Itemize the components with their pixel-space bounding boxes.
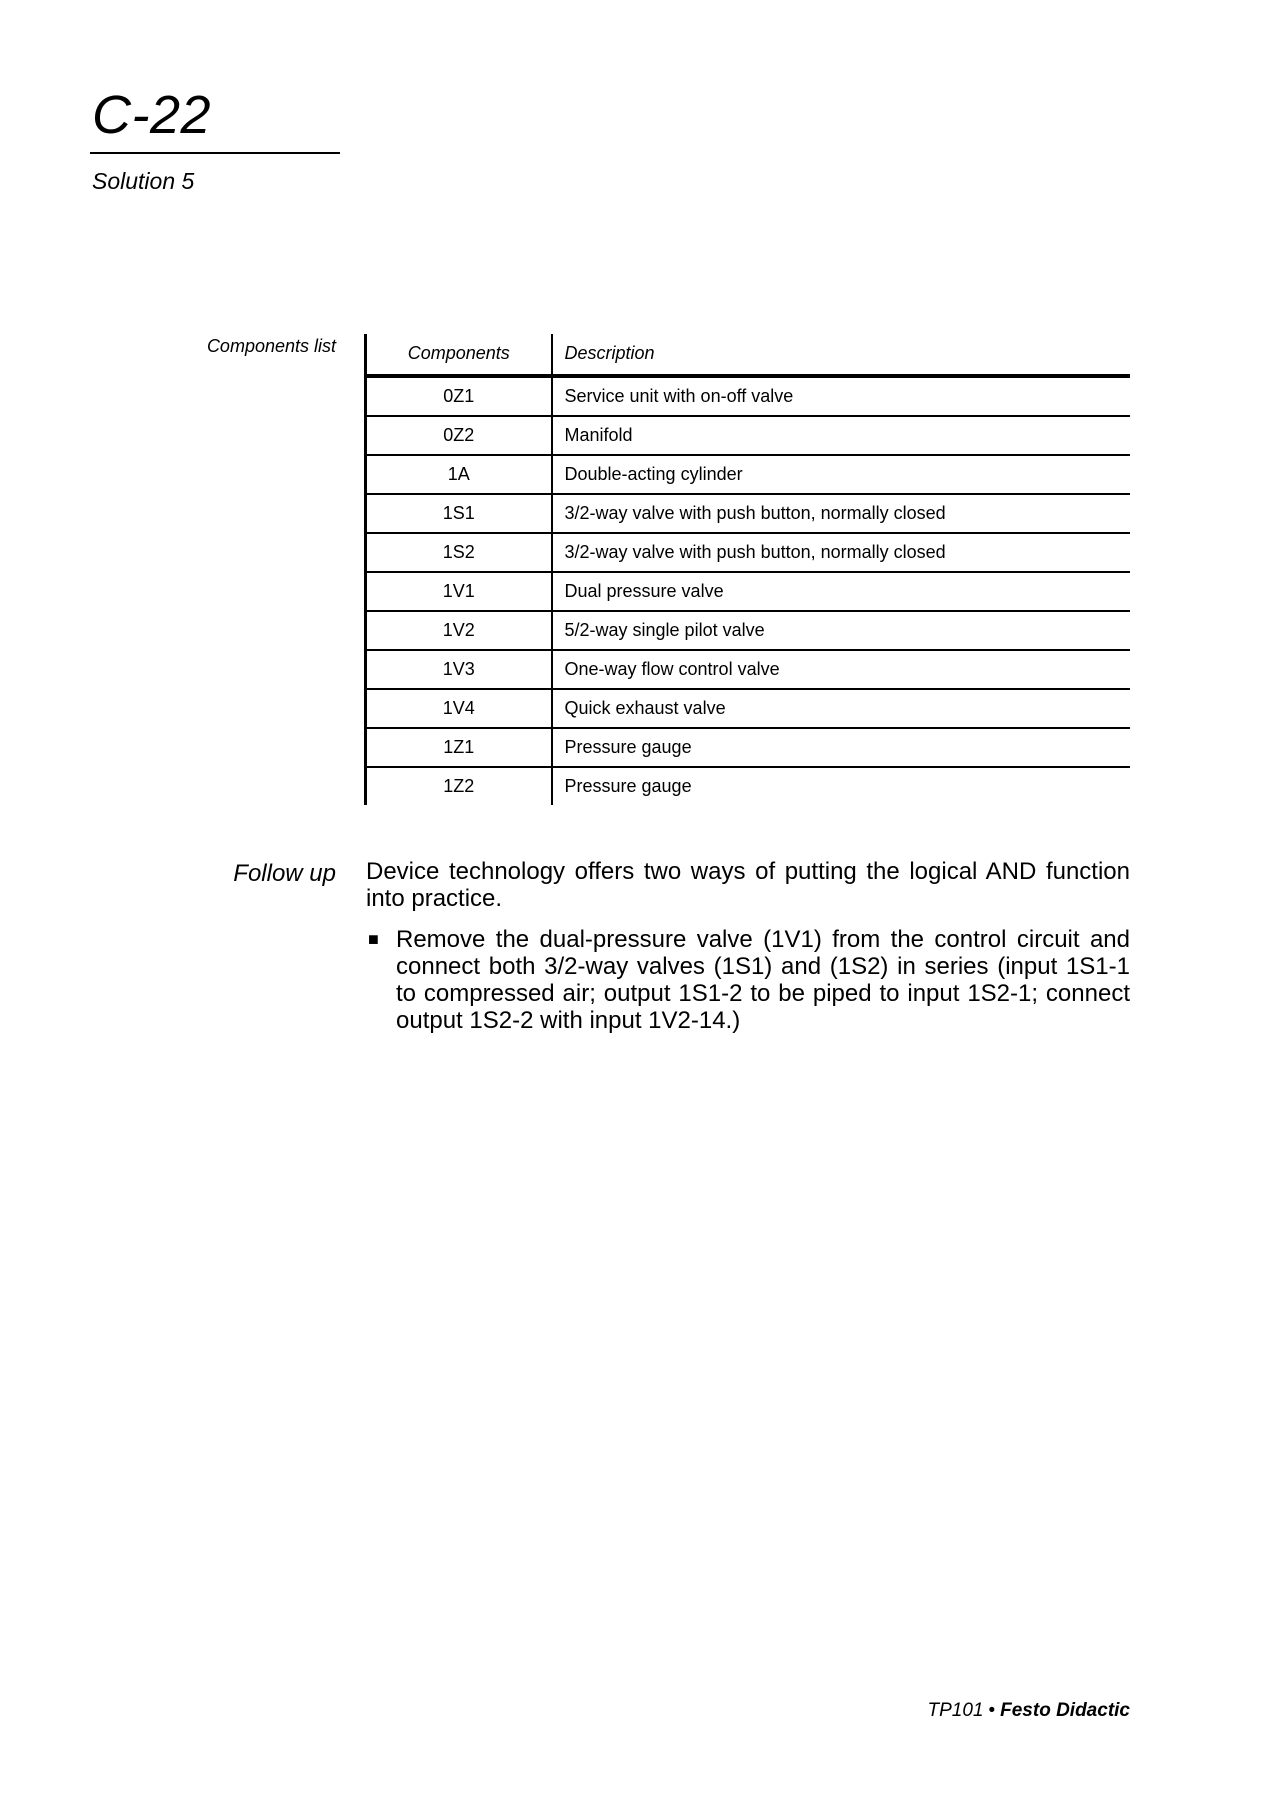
table-row: [366, 611, 1130, 650]
component-description-cell: 3/2-way valve with push button, normally closed: [564, 503, 946, 523]
table-row: [366, 376, 1130, 416]
component-description-cell: Dual pressure valve: [564, 581, 724, 601]
table-row: [366, 650, 1130, 689]
component-description-cell: 5/2-way single pilot valve: [564, 620, 765, 640]
component-description-cell: Manifold: [564, 425, 633, 445]
component-description-cell: One-way flow control valve: [564, 659, 780, 679]
table-header-row: [366, 334, 1130, 376]
follow-up-label: Follow up: [233, 860, 336, 887]
table-row: [366, 572, 1130, 611]
header-rule: [90, 152, 340, 154]
footer-code: TP101: [927, 1700, 984, 1721]
component-id-cell: 1V1: [366, 572, 552, 611]
page-number: C-22: [92, 85, 212, 145]
component-description-cell: Pressure gauge: [564, 776, 692, 796]
component-id-cell: 1Z1: [366, 728, 552, 767]
component-id-cell: 0Z2: [366, 416, 552, 455]
table-row: [366, 689, 1130, 728]
table-row: [366, 533, 1130, 572]
follow-up-bullet-text: Remove the dual-pressure valve (1V1) from the control circuit and connect both 3/2-way valves (1S1) and (1S2) in series (input 1S1-1 to compressed air; output 1S1-2 to be piped to input 1S2-1; connect output 1S2-2 with input 1V2-14.): [396, 926, 1130, 1034]
follow-up-bullet-item: [366, 926, 1130, 1034]
column-header-description: Description: [564, 342, 655, 363]
component-id-cell: 1S1: [366, 494, 552, 533]
component-id-cell: 1V3: [366, 650, 552, 689]
column-header-components: Components: [366, 334, 552, 376]
component-id-cell: 0Z1: [366, 376, 552, 416]
component-description-cell: Double-acting cylinder: [564, 464, 743, 484]
follow-up-section: [366, 858, 1130, 1034]
component-description-cell: Quick exhaust valve: [564, 698, 726, 718]
components-table: [364, 334, 1130, 805]
component-description-cell: 3/2-way valve with push button, normally closed: [564, 542, 946, 562]
page-subtitle: Solution 5: [92, 168, 195, 194]
square-bullet-icon: ■: [368, 929, 379, 949]
footer-separator: •: [988, 1700, 996, 1721]
components-table-container: [364, 334, 1128, 805]
component-id-cell: 1S2: [366, 533, 552, 572]
table-row: [366, 767, 1130, 805]
component-id-cell: 1V4: [366, 689, 552, 728]
component-id-cell: 1A: [366, 455, 552, 494]
components-list-label: Components list: [206, 336, 336, 356]
follow-up-intro: Device technology offers two ways of putting the logical AND function into practice.: [366, 858, 1130, 912]
table-row: [366, 416, 1130, 455]
footer-brand: Festo Didactic: [1000, 1700, 1130, 1721]
table-row: [366, 494, 1130, 533]
components-table-body: [366, 376, 1130, 805]
component-id-cell: 1Z2: [366, 767, 552, 805]
component-id-cell: 1V2: [366, 611, 552, 650]
table-row: [366, 728, 1130, 767]
component-description-cell: Service unit with on-off valve: [564, 386, 794, 406]
page-footer: [927, 1700, 1130, 1722]
component-description-cell: Pressure gauge: [564, 737, 692, 757]
table-row: [366, 455, 1130, 494]
